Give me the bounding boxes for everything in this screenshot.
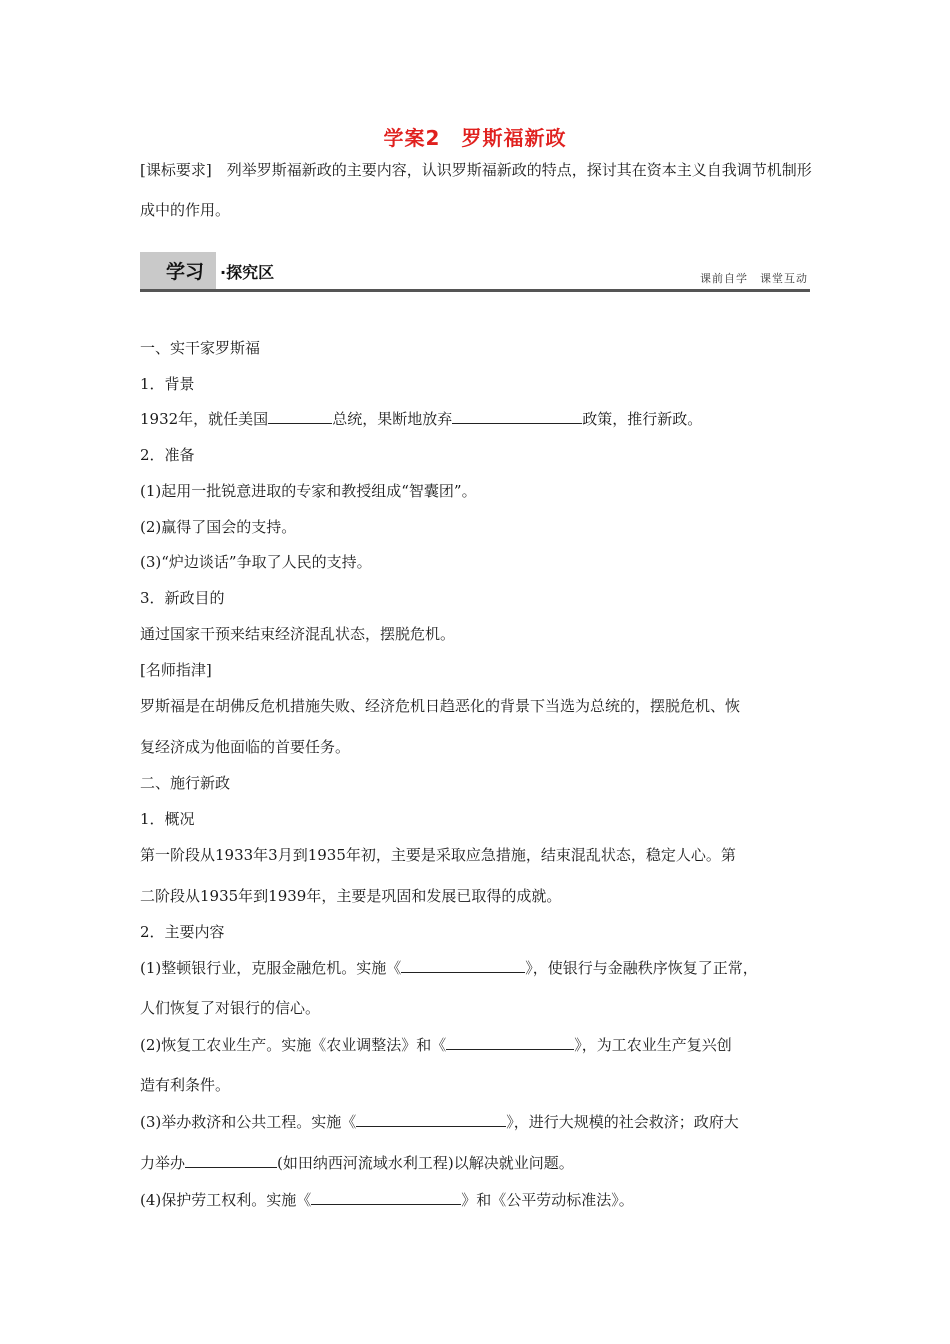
text-segment: 1932年，就任美国: [140, 410, 269, 428]
text-segment: (如田纳西河流域水利工程)以解决就业问题。: [277, 1154, 574, 1172]
fill-blank: [311, 1190, 461, 1205]
item-background: 1．背景: [140, 375, 195, 393]
overview-text-2: 二阶段从1935年到1939年，主要是巩固和发展已取得的成就。: [140, 887, 562, 905]
fill-blank: [185, 1153, 277, 1168]
section1-heading: 一、实干家罗斯福: [140, 339, 261, 357]
content-1-line-1: [140, 958, 758, 978]
background-text: [140, 409, 702, 429]
item-preparation: 2．准备: [140, 446, 195, 464]
fill-blank: [401, 958, 525, 973]
text-segment: 》，为工农业生产复兴创: [574, 1036, 732, 1054]
text-segment: 总统，果断地放弃: [332, 410, 453, 428]
content-4-line-1: [140, 1190, 634, 1210]
goal-text: 通过国家干预来结束经济混乱状态，摆脱危机。: [140, 625, 456, 643]
content-3-line-1: [140, 1112, 739, 1132]
text-segment: 》，进行大规模的社会救济；政府大: [506, 1113, 739, 1131]
prep-point-1: (1)起用一批锐意进取的专家和教授组成“智囊团”。: [140, 482, 477, 500]
content-2-line-1: [140, 1035, 732, 1055]
content-1-line-2: 人们恢复了对银行的信心。: [140, 999, 321, 1017]
text-segment: 》，使银行与金融秩序恢复了正常，: [525, 959, 758, 977]
text-segment: 政策，推行新政。: [582, 410, 703, 428]
banner-main-label: 学习: [166, 261, 205, 283]
content-3-line-2: [140, 1153, 574, 1173]
section-banner: [140, 252, 810, 292]
curriculum-requirement: [课标要求] 列举罗斯福新政的主要内容，认识罗斯福新政的特点，探讨其在资本主义自我调节机制形成中的作用。: [140, 161, 812, 219]
item-goal: 3．新政目的: [140, 589, 225, 607]
banner-sub-label: ·探究区: [220, 263, 275, 282]
text-segment: (1)整顿银行业，克服金融危机。实施《: [140, 959, 402, 977]
teacher-tip-text-1: 罗斯福是在胡佛反危机措施失败、经济危机日趋恶化的背景下当选为总统的，摆脱危机、恢: [140, 697, 741, 715]
fill-blank: [356, 1112, 506, 1127]
banner-rule: [140, 289, 810, 292]
text-segment: (3)举办救济和公共工程。实施《: [140, 1113, 357, 1131]
item-overview: 1．概况: [140, 810, 195, 828]
prep-point-2: (2)赢得了国会的支持。: [140, 518, 297, 536]
page-title: 学案2 罗斯福新政: [383, 126, 567, 150]
fill-blank: [446, 1035, 574, 1050]
prep-point-3: (3)“炉边谈话”争取了人民的支持。: [140, 553, 372, 571]
content-2-line-2: 造有利条件。: [140, 1076, 231, 1094]
banner-right-label: 课前自学 课堂互动: [700, 272, 808, 285]
teacher-tip-text-2: 复经济成为他面临的首要任务。: [140, 738, 351, 756]
text-segment: 力举办: [140, 1154, 186, 1172]
fill-blank: [452, 409, 582, 424]
text-segment: 》和《公平劳动标准法》。: [461, 1191, 634, 1209]
section2-heading: 二、施行新政: [140, 774, 231, 792]
text-segment: (4)保护劳工权利。实施《: [140, 1191, 312, 1209]
overview-text-1: 第一阶段从1933年3月到1935年初，主要是采取应急措施，结束混乱状态，稳定人心。第: [140, 846, 736, 864]
text-segment: (2)恢复工农业生产。实施《农业调整法》和《: [140, 1036, 447, 1054]
fill-blank: [268, 409, 332, 424]
teacher-tip-label: [名师指津]: [140, 661, 212, 679]
item-main-content: 2．主要内容: [140, 923, 225, 941]
